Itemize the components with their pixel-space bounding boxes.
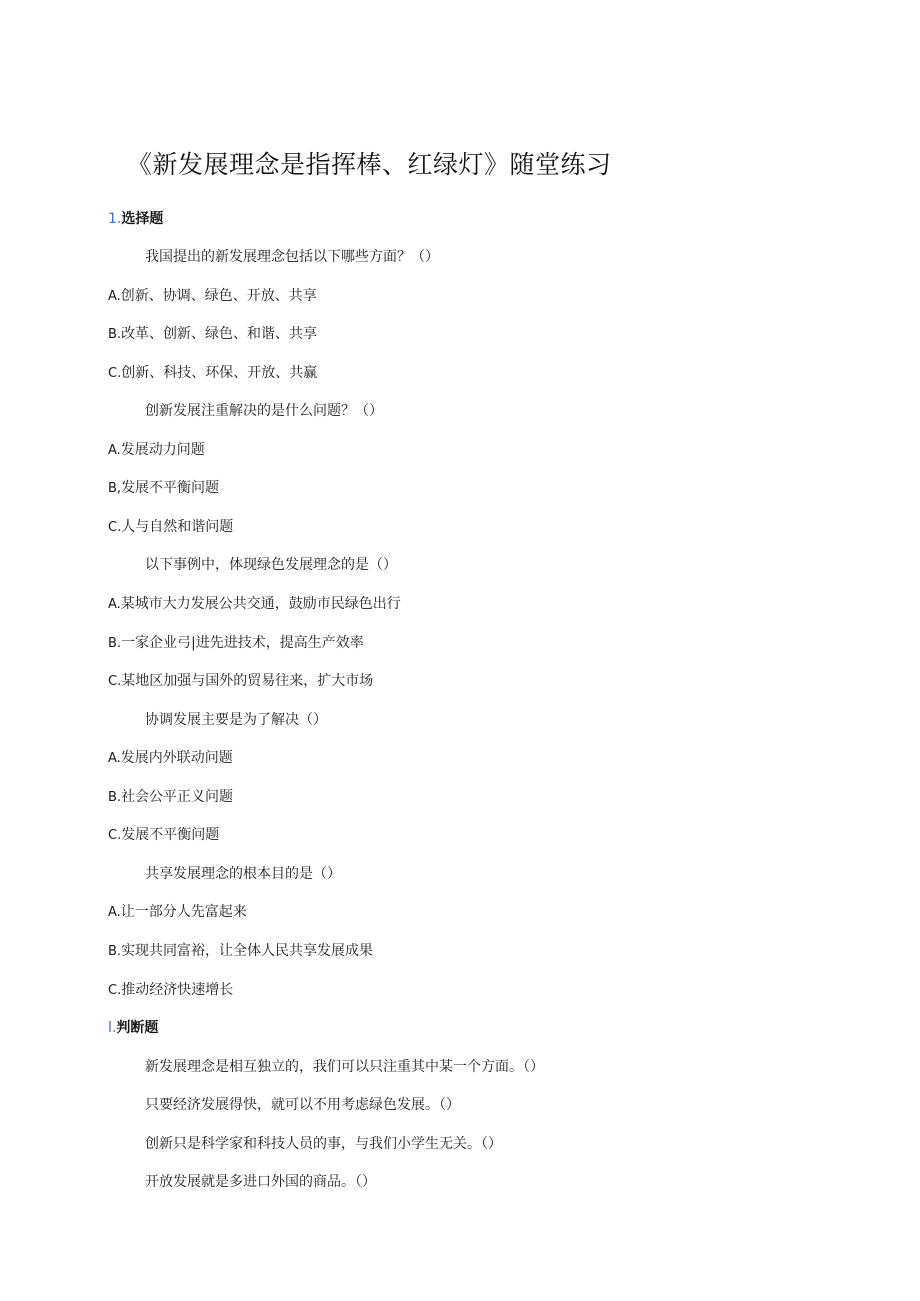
question-text: 创新发展注重解决的是什么问题？（） bbox=[145, 403, 383, 419]
option-item bbox=[108, 825, 219, 846]
option-item bbox=[108, 286, 317, 307]
option-item bbox=[108, 517, 233, 538]
option-letter: A. bbox=[108, 443, 121, 458]
section-title: 判断题 bbox=[116, 1020, 159, 1036]
option-letter: A. bbox=[108, 597, 121, 612]
option-text: 创新、科技、环保、开放、共赢 bbox=[121, 365, 318, 381]
option-text: 创新、协调、绿色、开放、共享 bbox=[120, 288, 317, 304]
option-text: 发展内外联动问题 bbox=[120, 750, 233, 766]
page-title: 《新发展理念是指挥棒、红绿灯》随堂练习 bbox=[127, 150, 612, 179]
option-text: 某城市大力发展公共交通，鼓励市民绿色出行 bbox=[120, 596, 401, 612]
option-text: 某地区加强与国外的贸易往来，扩大市场 bbox=[121, 673, 374, 689]
option-text: 推动经济快速增长 bbox=[121, 982, 234, 998]
option-text: 实现共同富裕，让全体人民共享发展成果 bbox=[121, 943, 374, 959]
option-item bbox=[108, 980, 233, 1001]
statement-text: 新发展理念是相互独立的，我们可以只注重其中某一个方面。（） bbox=[145, 1059, 544, 1075]
option-letter: C. bbox=[108, 674, 122, 689]
option-letter: A. bbox=[108, 751, 121, 766]
option-item bbox=[108, 478, 219, 499]
option-text: 让一部分人先富起来 bbox=[120, 904, 247, 920]
statement-text: 只要经济发展得快，就可以不用考虑绿色发展。（） bbox=[145, 1097, 460, 1113]
section-number: l. bbox=[108, 1020, 117, 1036]
option-letter: C. bbox=[108, 520, 122, 535]
option-letter: B. bbox=[108, 636, 122, 651]
question-text: 协调发展主要是为了解决（） bbox=[145, 712, 327, 728]
option-text: 发展动力问题 bbox=[120, 442, 205, 458]
option-item bbox=[108, 671, 373, 692]
question-text: 共享发展理念的根本目的是（） bbox=[145, 866, 341, 882]
section-heading-choice bbox=[108, 209, 163, 229]
option-letter: C. bbox=[108, 366, 122, 381]
option-item bbox=[108, 324, 317, 345]
option-item bbox=[108, 748, 233, 769]
option-text: 一家企业弓|进先进技术，提高生产效率 bbox=[121, 635, 364, 651]
option-item bbox=[108, 440, 205, 461]
option-text: 发展不平衡问题 bbox=[121, 827, 220, 843]
option-item bbox=[108, 363, 317, 384]
section-title: 选择题 bbox=[121, 211, 164, 227]
option-letter: B, bbox=[108, 481, 122, 496]
option-item bbox=[108, 633, 364, 654]
question-text: 我国提出的新发展理念包括以下哪些方面？（） bbox=[145, 249, 439, 265]
section-number: 1. bbox=[108, 211, 122, 227]
option-text: 发展不平衡问题 bbox=[121, 480, 220, 496]
option-item bbox=[108, 941, 373, 962]
option-letter: B. bbox=[108, 790, 122, 805]
option-letter: C. bbox=[108, 828, 122, 843]
question-text: 以下事例中，体现绿色发展理念的是（） bbox=[145, 557, 397, 573]
statement-text: 创新只是科学家和科技人员的事，与我们小学生无关。（） bbox=[145, 1136, 502, 1152]
option-item bbox=[108, 787, 233, 808]
option-letter: B. bbox=[108, 327, 122, 342]
option-text: 社会公平正义问题 bbox=[121, 789, 234, 805]
option-letter: A. bbox=[108, 289, 121, 304]
option-item bbox=[108, 594, 401, 615]
option-letter: C. bbox=[108, 983, 122, 998]
option-letter: A. bbox=[108, 905, 121, 920]
option-item bbox=[108, 902, 247, 923]
option-text: 改革、创新、绿色、和谐、共享 bbox=[121, 326, 318, 342]
statement-text: 开放发展就是多进口外国的商品。（） bbox=[145, 1174, 376, 1190]
option-letter: B. bbox=[108, 944, 122, 959]
section-heading-true-false bbox=[108, 1018, 158, 1038]
option-text: 人与自然和谐问题 bbox=[121, 519, 234, 535]
